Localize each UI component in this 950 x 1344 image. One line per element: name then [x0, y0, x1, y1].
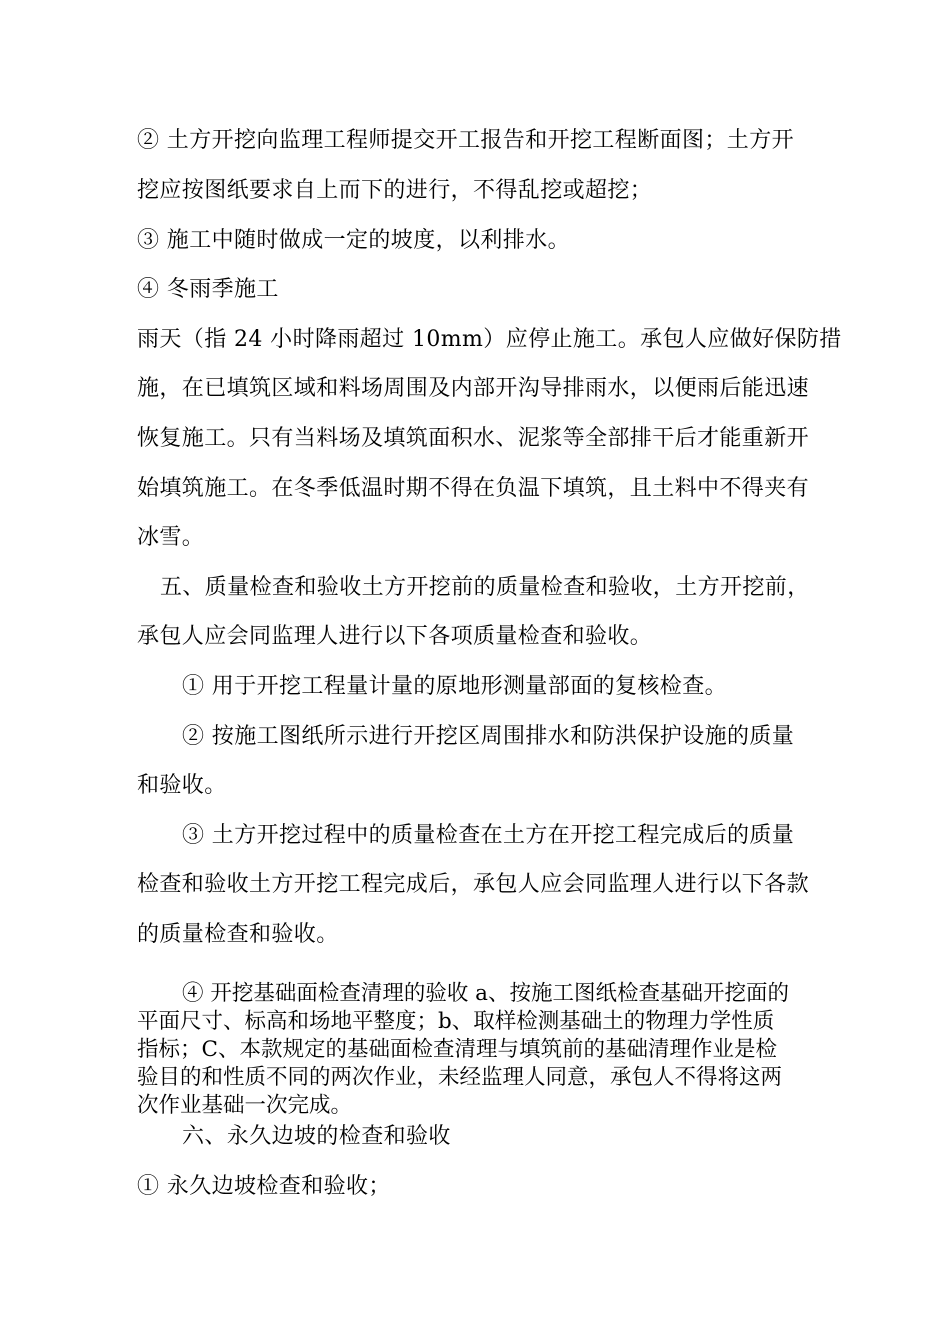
- text-line: 承包人应会同监理人进行以下各项质量检查和验收。: [137, 624, 653, 649]
- text-line: ③ 施工中随时做成一定的坡度，以利排水。: [137, 228, 570, 253]
- text-line: 检查和验收土方开挖工程完成后，承包人应会同监理人进行以下各款: [137, 872, 810, 897]
- text-line: ④ 开挖基础面检查清理的验收 a、按施工图纸检查基础开挖面的: [182, 981, 789, 1006]
- text-line: 平面尺寸、标高和场地平整度；b、取样检测基础土的物理力学性质: [137, 1009, 775, 1034]
- text-line: ② 土方开挖向监理工程师提交开工报告和开挖工程断面图；土方开: [137, 128, 794, 153]
- list-item: ③ 土方开挖过程中的质量检查在土方在开挖工程完成后的质量: [182, 823, 795, 848]
- text-line: 冰雪。: [137, 525, 205, 550]
- text-line: 施，在已填筑区域和料场周围及内部开沟导排雨水，以便雨后能迅速: [137, 376, 810, 401]
- text-line: 雨天（指 24 小时降雨超过 10mm）应停止施工。承包人应做好保防措: [137, 327, 842, 352]
- text-line: 指标；C、本款规定的基础面检查清理与填筑前的基础清理作业是检: [137, 1037, 777, 1062]
- text-line: 始填筑施工。在冬季低温时期不得在负温下填筑，且土料中不得夹有: [137, 476, 810, 501]
- text-line: 和验收。: [137, 773, 227, 798]
- list-item: ① 永久边坡检查和验收；: [137, 1174, 391, 1199]
- text-line: 验目的和性质不同的两次作业，未经监理人同意，承包人不得将这两: [137, 1065, 783, 1090]
- section-heading: 五、质量检查和验收土方开挖前的质量检查和验收，土方开挖前，: [160, 575, 810, 600]
- list-item: ① 用于开挖工程量计量的原地形测量部面的复核检查。: [182, 674, 727, 699]
- list-item: ② 按施工图纸所示进行开挖区周围排水和防洪保护设施的质量: [182, 724, 795, 749]
- text-line: 挖应按图纸要求自上而下的进行，不得乱挖或超挖；: [137, 178, 653, 203]
- text-line: ④ 冬雨季施工: [137, 277, 279, 302]
- text-line: 恢复施工。只有当料场及填筑面积水、泥浆等全部排干后才能重新开: [137, 426, 810, 451]
- text-line: 的质量检查和验收。: [137, 922, 339, 947]
- dense-paragraph: [137, 980, 789, 1120]
- text-line: 次作业基础一次完成。: [137, 1093, 353, 1118]
- section-heading: 六、永久边坡的检查和验收: [182, 1124, 451, 1149]
